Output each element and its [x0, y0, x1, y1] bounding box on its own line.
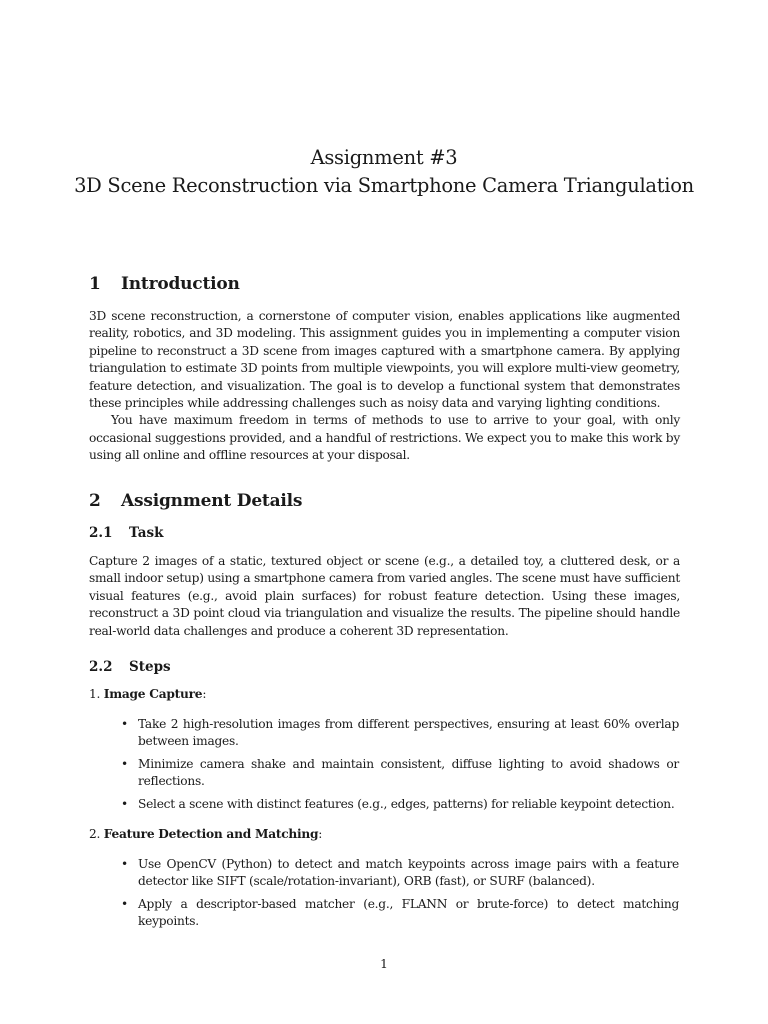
bullet-marker: • — [121, 857, 128, 871]
step-title: Image Capture — [103, 687, 203, 701]
introduction-paragraph-2: You have maximum freedom in terms of methods to use to arrive to your goal, with only occasional suggestions provided, and a handful of restrictions. We expect you to make this work by using all online and offline resources at your disposal. — [89, 413, 680, 463]
section-heading-introduction — [89, 274, 240, 294]
bullet-text: Select a scene with distinct features (e.g., edges, patterns) for reliable keypoint detection. — [138, 796, 675, 811]
bullet-marker: • — [121, 756, 128, 771]
subsection-title: Steps — [129, 659, 171, 675]
bullet-marker: • — [121, 796, 128, 811]
list-item — [121, 856, 679, 891]
bullet-marker: • — [121, 717, 128, 731]
section-number: 2 — [89, 491, 101, 511]
section-title: Introduction — [121, 274, 240, 294]
step-2-bullet-list — [121, 856, 679, 936]
bullet-text: Minimize camera shake and maintain consistent, diffuse lighting to avoid shadows or reflections. — [138, 756, 679, 789]
bullet-marker: • — [121, 896, 128, 911]
page-number: 1 — [380, 957, 388, 971]
introduction-paragraph-1: 3D scene reconstruction, a cornerstone of computer vision, enables applications like augmented reality, robotics, and 3D modeling. This assignment guides you in implementing a computer vision pipeline to reconstruct a 3D scene from images captured with a smartphone camera. By applying triangulation to estimate 3D points from multiple viewpoints, you will explore multi-view geometry, feature detection, and visualization. The goal is to develop a functional system that demonstrates these principles while addressing challenges such as noisy data and varying lighting conditions. — [89, 309, 680, 411]
subsection-title: Task — [129, 525, 164, 541]
bullet-text: Use OpenCV (Python) to detect and match keypoints across image pairs with a feature detector like SIFT (scale/rotation-invariant), ORB (fast), or SURF (balanced). — [138, 857, 679, 889]
bullet-text: Take 2 high-resolution images from different perspectives, ensuring at least 60% overlap between images. — [138, 717, 679, 749]
subsection-number: 2.2 — [89, 659, 113, 675]
step-1-bullet-list — [121, 716, 679, 818]
task-paragraph: Capture 2 images of a static, textured object or scene (e.g., a detailed toy, a cluttered desk, or a small indoor setup) using a smartphone camera from varied angles. The scene must have sufficient visual features (e.g., avoid plain surfaces) for robust feature detection. Using these images, reconstruct a 3D point cloud via triangulation and visualize the results. The pipeline should handle real-world data challenges and produce a coherent 3D representation. — [89, 554, 680, 638]
assignment-title: 3D Scene Reconstruction via Smartphone Camera Triangulation — [74, 174, 694, 197]
list-item — [121, 796, 679, 813]
subsection-heading-task — [89, 525, 163, 541]
list-item — [121, 896, 679, 931]
step-number: 2. — [89, 827, 101, 841]
bullet-text: Apply a descriptor-based matcher (e.g., FLANN or brute-force) to detect matching keypoints. — [138, 896, 679, 929]
subsection-heading-steps — [89, 659, 171, 675]
assignment-number: Assignment #3 — [310, 146, 458, 169]
section-number: 1 — [89, 274, 101, 294]
introduction-body — [89, 308, 680, 465]
step-title-colon: : — [202, 687, 207, 701]
step-title: Feature Detection and Matching — [103, 827, 319, 841]
task-body — [89, 553, 680, 640]
subsection-number: 2.1 — [89, 525, 113, 541]
title-block — [0, 144, 768, 200]
step-title-colon: : — [318, 827, 323, 841]
step-1-heading — [89, 686, 206, 703]
step-2-heading — [89, 826, 322, 843]
step-number: 1. — [89, 687, 101, 701]
list-item — [121, 756, 679, 791]
section-title: Assignment Details — [121, 491, 303, 511]
section-heading-assignment-details — [89, 491, 302, 511]
list-item — [121, 716, 679, 751]
